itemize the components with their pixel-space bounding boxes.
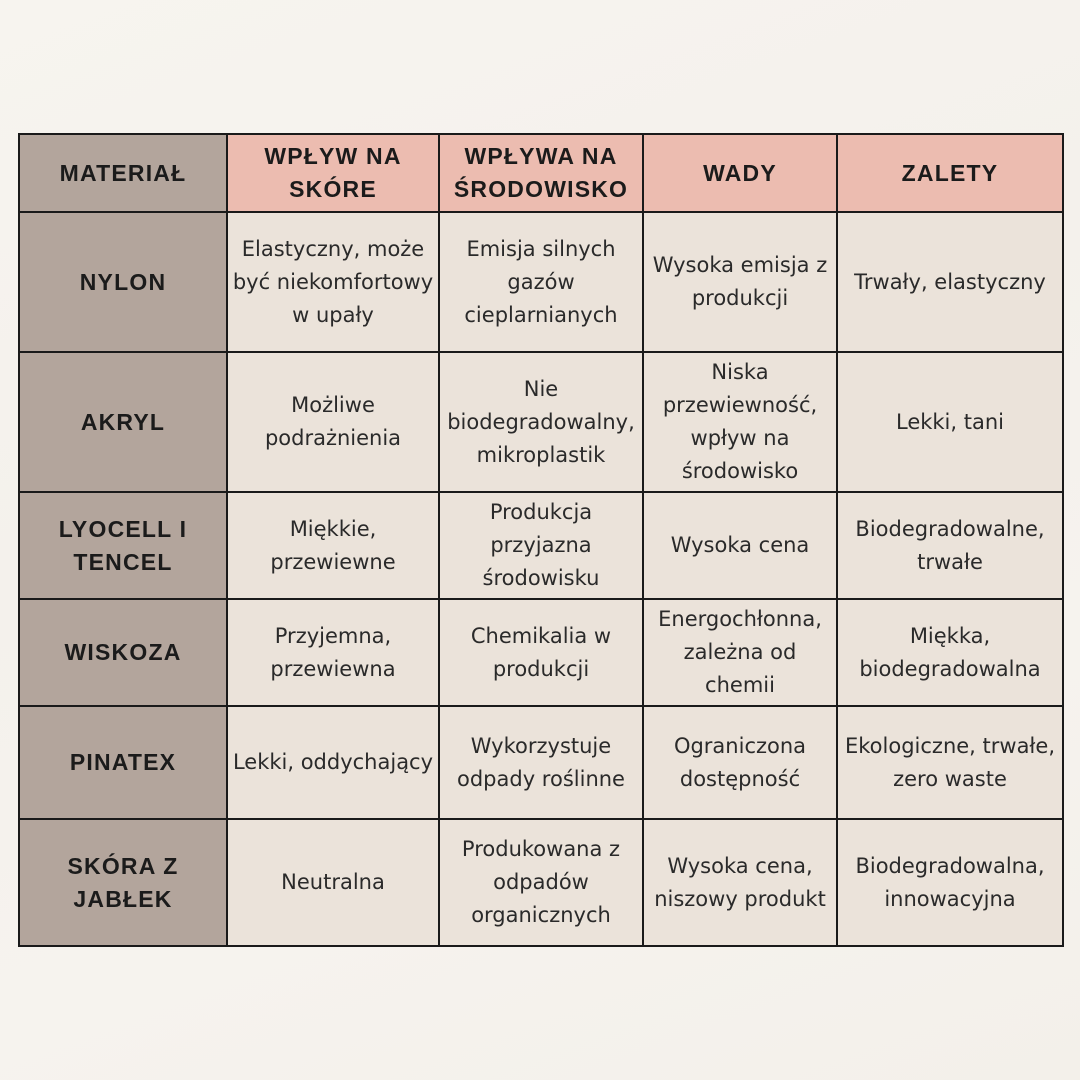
disadvantages-cell: Ograniczona dostępność bbox=[643, 706, 837, 819]
disadvantages-cell: Wysoka cena, niszowy produkt bbox=[643, 819, 837, 946]
skin-impact-cell: Przyjemna, przewiewna bbox=[227, 599, 439, 706]
advantages-cell: Biodegradowalne, trwałe bbox=[837, 492, 1063, 599]
table-row bbox=[19, 706, 1063, 819]
material-cell: SKÓRA Z JABŁEK bbox=[19, 819, 227, 946]
skin-impact-cell: Neutralna bbox=[227, 819, 439, 946]
disadvantages-cell: Energochłonna, zależna od chemii bbox=[643, 599, 837, 706]
disadvantages-cell: Niska przewiewność, wpływ na środowisko bbox=[643, 352, 837, 492]
table-row bbox=[19, 352, 1063, 492]
material-cell: PINATEX bbox=[19, 706, 227, 819]
disadvantages-cell: Wysoka cena bbox=[643, 492, 837, 599]
advantages-cell: Trwały, elastyczny bbox=[837, 212, 1063, 352]
header-material: MATERIAŁ bbox=[19, 134, 227, 212]
material-cell: NYLON bbox=[19, 212, 227, 352]
skin-impact-cell: Lekki, oddychający bbox=[227, 706, 439, 819]
material-cell: WISKOZA bbox=[19, 599, 227, 706]
skin-impact-cell: Możliwe podrażnienia bbox=[227, 352, 439, 492]
advantages-cell: Miękka, biodegradowalna bbox=[837, 599, 1063, 706]
advantages-cell: Biodegradowalna, innowacyjna bbox=[837, 819, 1063, 946]
advantages-cell: Ekologiczne, trwałe, zero waste bbox=[837, 706, 1063, 819]
environment-impact-cell: Wykorzystuje odpady roślinne bbox=[439, 706, 643, 819]
table-row bbox=[19, 599, 1063, 706]
table-row bbox=[19, 819, 1063, 946]
materials-comparison-table bbox=[18, 133, 1064, 947]
table-row bbox=[19, 212, 1063, 352]
environment-impact-cell: Produkcja przyjazna środowisku bbox=[439, 492, 643, 599]
advantages-cell: Lekki, tani bbox=[837, 352, 1063, 492]
material-cell: AKRYL bbox=[19, 352, 227, 492]
skin-impact-cell: Elastyczny, może być niekomfortowy w upały bbox=[227, 212, 439, 352]
header-skin-impact: WPŁYW NA SKÓRE bbox=[227, 134, 439, 212]
environment-impact-cell: Chemikalia w produkcji bbox=[439, 599, 643, 706]
header-environment-impact: WPŁYWA NA ŚRODOWISKO bbox=[439, 134, 643, 212]
table-row bbox=[19, 492, 1063, 599]
material-cell: LYOCELL I TENCEL bbox=[19, 492, 227, 599]
environment-impact-cell: Emisja silnych gazów cieplarnianych bbox=[439, 212, 643, 352]
header-disadvantages: WADY bbox=[643, 134, 837, 212]
environment-impact-cell: Produkowana z odpadów organicznych bbox=[439, 819, 643, 946]
header-row bbox=[19, 134, 1063, 212]
header-advantages: ZALETY bbox=[837, 134, 1063, 212]
disadvantages-cell: Wysoka emisja z produkcji bbox=[643, 212, 837, 352]
comparison-table-container bbox=[18, 133, 1062, 947]
skin-impact-cell: Miękkie, przewiewne bbox=[227, 492, 439, 599]
environment-impact-cell: Nie biodegradowalny, mikroplastik bbox=[439, 352, 643, 492]
